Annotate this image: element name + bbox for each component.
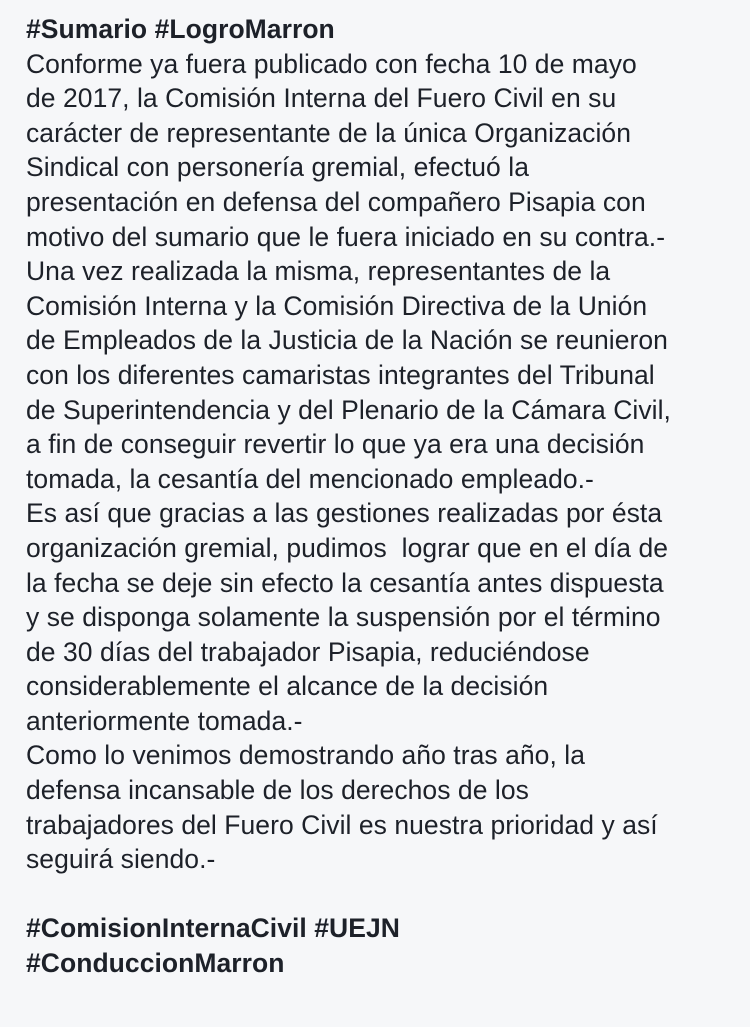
body-line: motivo del sumario que le fuera iniciado en su contra.- (26, 221, 666, 252)
body-line: Sindical con personería gremial, efectuó la (26, 152, 529, 183)
body-line: considerablemente el alcance de la decisión (26, 671, 549, 702)
body-line: y se disponga solamente la suspensión por el término (26, 602, 661, 633)
body-line: de 30 días del trabajador Pisapia, reduciéndose (26, 636, 590, 667)
body-line: Como lo venimos demostrando año tras año, la (26, 740, 585, 771)
body-line: Conforme ya fuera publicado con fecha 10 de mayo (26, 48, 637, 79)
hashtag-footer-line-2[interactable]: #ConduccionMarron (26, 948, 285, 979)
body-line: Comisión Interna y la Comisión Directiva de la Unión (26, 290, 648, 321)
body-line: Una vez realizada la misma, representantes de la (26, 256, 611, 287)
body-line: defensa incansable de los derechos de los (26, 775, 529, 806)
body-line: carácter de representante de la única Organización (26, 117, 631, 148)
hashtag-header[interactable]: #Sumario #LogroMarron (26, 14, 335, 44)
body-line: a fin de conseguir revertir lo que ya era una decisión (26, 429, 645, 460)
body-line: la fecha se deje sin efecto la cesantía antes dispuesta (26, 567, 664, 598)
body-line: de Empleados de la Justicia de la Nación se reunieron (26, 325, 668, 356)
body-line: con los diferentes camaristas integrantes del Tribunal (26, 359, 655, 390)
hashtag-footer-line-1[interactable]: #ComisionInternaCivil #UEJN (26, 913, 400, 944)
body-line: anteriormente tomada.- (26, 705, 303, 736)
body-line: Es así que gracias a las gestiones realizadas por ésta (26, 498, 663, 529)
body-line: organización gremial, pudimos lograr que en el día de (26, 532, 669, 563)
paragraph-spacer (26, 877, 728, 912)
body-line: seguirá siendo.- (26, 844, 216, 875)
body-line: tomada, la cesantía del mencionado empleado.- (26, 463, 594, 494)
post-body (26, 47, 728, 877)
body-line: trabajadores del Fuero Civil es nuestra prioridad y así (26, 809, 658, 840)
body-line: presentación en defensa del compañero Pisapia con (26, 186, 646, 217)
body-line: de 2017, la Comisión Interna del Fuero Civil en su (26, 83, 617, 114)
body-line: de Superintendencia y del Plenario de la Cámara Civil, (26, 394, 671, 425)
